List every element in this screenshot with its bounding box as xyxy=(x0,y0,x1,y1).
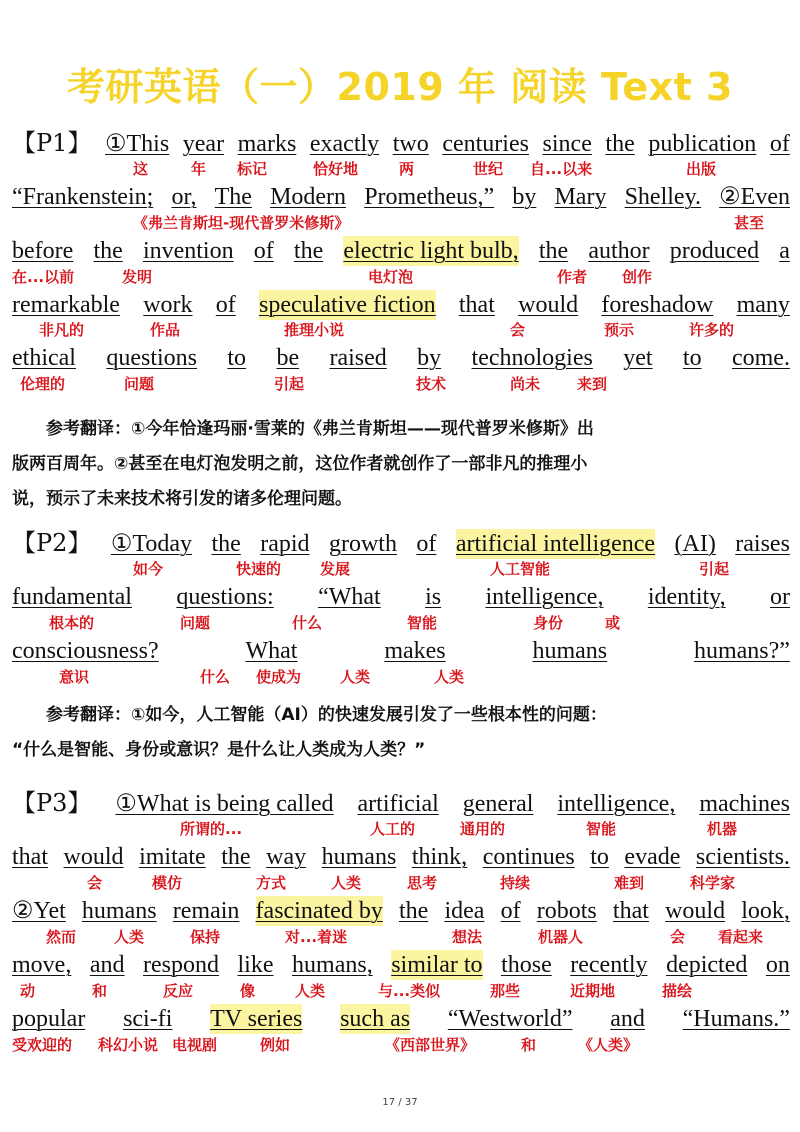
chinese-gloss: 想法 xyxy=(452,928,483,946)
chinese-gloss: 电灯泡 xyxy=(368,268,414,286)
paragraph-label: 【P3】 xyxy=(12,789,92,817)
translation-line: 版两百周年。②甚至在电灯泡发明之前，这位作者就创作了一部非凡的推理小 xyxy=(12,454,588,474)
chinese-gloss: 所谓的... xyxy=(180,820,243,838)
english-word: remarkable xyxy=(12,292,120,318)
english-word: imitate xyxy=(139,844,206,870)
chinese-gloss: 预示 xyxy=(604,321,635,339)
chinese-gloss: 问题 xyxy=(180,614,211,632)
chinese-gloss: 模仿 xyxy=(152,874,183,892)
english-word: of xyxy=(769,131,790,157)
page-title: 考研英语（一）2019 年 阅读 Text 3 xyxy=(67,65,733,109)
chinese-gloss: 机器人 xyxy=(538,928,584,946)
english-word: “What xyxy=(318,584,381,610)
chinese-gloss: 和 xyxy=(521,1036,537,1054)
english-word: humans?” xyxy=(693,638,790,664)
english-word: author xyxy=(588,238,650,264)
english-word: a xyxy=(779,238,790,264)
english-word: machines xyxy=(699,791,790,817)
english-line xyxy=(12,896,790,926)
english-word: of xyxy=(416,531,437,557)
english-line xyxy=(12,842,790,872)
english-word: “Humans.” xyxy=(682,1006,790,1032)
chinese-gloss: 根本的 xyxy=(49,614,95,632)
chinese-gloss: 机器 xyxy=(707,820,738,838)
chinese-gloss: 快速的 xyxy=(236,560,282,578)
chinese-gloss: 描绘 xyxy=(662,982,693,1000)
english-word: that xyxy=(12,844,48,870)
chinese-gloss: 动 xyxy=(20,982,36,1000)
chinese-gloss: 人类 xyxy=(434,668,465,686)
english-line xyxy=(12,343,790,373)
english-word: work xyxy=(143,292,193,318)
chinese-gloss: 尚未 xyxy=(510,375,541,393)
english-word: respond xyxy=(143,952,219,978)
english-word: those xyxy=(501,952,552,978)
english-word: the xyxy=(93,238,123,264)
chinese-gloss: 会 xyxy=(87,874,103,892)
chinese-gloss: 人工智能 xyxy=(490,560,551,578)
english-word: and xyxy=(89,952,125,978)
english-word: way xyxy=(266,844,307,870)
chinese-gloss: 创作 xyxy=(622,268,653,286)
english-line xyxy=(12,528,790,558)
english-word: like xyxy=(237,952,274,978)
gloss-line xyxy=(0,872,800,894)
english-word: (AI) xyxy=(674,531,716,557)
chinese-gloss: 《西部世界》 xyxy=(385,1036,476,1054)
english-line xyxy=(12,290,790,320)
english-word: robots xyxy=(536,898,597,924)
english-word: remain xyxy=(172,898,240,924)
english-word: of xyxy=(500,898,521,924)
english-word: scientists. xyxy=(695,844,790,870)
english-word: the xyxy=(211,531,241,557)
english-word: makes xyxy=(384,638,446,664)
chinese-gloss: 这 xyxy=(133,160,149,178)
chinese-gloss: 恰好地 xyxy=(313,160,359,178)
english-word: recently xyxy=(570,952,648,978)
gloss-line xyxy=(0,266,800,288)
chinese-gloss: 科幻小说 xyxy=(98,1036,159,1054)
english-word: technologies xyxy=(471,345,593,371)
english-word: growth xyxy=(328,531,397,557)
english-word: raises xyxy=(735,531,790,557)
paragraph-label: 【P1】 xyxy=(12,129,92,157)
english-word: by xyxy=(417,345,442,371)
english-word: two xyxy=(392,131,429,157)
english-word: the xyxy=(538,238,569,264)
chinese-gloss: 《人类》 xyxy=(578,1036,639,1054)
chinese-gloss: 通用的 xyxy=(460,820,506,838)
gloss-line xyxy=(0,980,800,1002)
english-line xyxy=(12,636,790,666)
chinese-gloss: 智能 xyxy=(407,614,438,632)
chinese-gloss: 人类 xyxy=(114,928,145,946)
gloss-line xyxy=(0,158,800,180)
reference-translation xyxy=(12,412,788,517)
translation-line: “什么是智能、身份或意识？是什么让人类成为人类？” xyxy=(12,740,426,760)
english-word: artificial intelligence xyxy=(455,531,656,557)
chinese-gloss: 持续 xyxy=(500,874,531,892)
english-word: idea xyxy=(444,898,485,924)
chinese-gloss: 智能 xyxy=(586,820,617,838)
gloss-line xyxy=(0,666,800,688)
english-word: centuries xyxy=(442,131,529,157)
chinese-gloss: 甚至 xyxy=(734,214,765,232)
english-word: humans xyxy=(321,844,397,870)
english-word: TV series xyxy=(210,1006,303,1032)
chinese-gloss: 身份 xyxy=(533,614,564,632)
english-word: speculative fiction xyxy=(259,292,436,318)
gloss-line xyxy=(0,1034,800,1056)
chinese-gloss: 近期地 xyxy=(570,982,616,1000)
chinese-gloss: 什么 xyxy=(200,668,231,686)
chinese-gloss: 发明 xyxy=(122,268,153,286)
chinese-gloss: 作品 xyxy=(150,321,181,339)
chinese-gloss: 对...着迷 xyxy=(285,928,348,946)
chinese-gloss: 非凡的 xyxy=(39,321,85,339)
english-word: or, xyxy=(171,184,197,210)
chinese-gloss: 电视剧 xyxy=(172,1036,218,1054)
chinese-gloss: 受欢迎的 xyxy=(12,1036,73,1054)
chinese-gloss: 反应 xyxy=(163,982,194,1000)
english-word: look, xyxy=(741,898,790,924)
chinese-gloss: 自...以来 xyxy=(530,160,593,178)
chinese-gloss: 作者 xyxy=(557,268,588,286)
english-line xyxy=(12,182,790,212)
english-word: think, xyxy=(411,844,468,870)
paragraph-label: 【P2】 xyxy=(12,529,92,557)
english-word: continues xyxy=(482,844,575,870)
chinese-gloss: 与...类似 xyxy=(378,982,441,1000)
reference-translation xyxy=(12,698,788,768)
chinese-gloss: 引起 xyxy=(274,375,305,393)
chinese-gloss: 科学家 xyxy=(690,874,736,892)
english-word: raised xyxy=(329,345,387,371)
translation-line: 说，预示了未来技术将引发的诸多伦理问题。 xyxy=(12,489,352,509)
english-word: that xyxy=(458,292,495,318)
english-word: humans xyxy=(532,638,608,664)
english-word: fundamental xyxy=(12,584,132,610)
english-word: evade xyxy=(624,844,681,870)
english-word: move, xyxy=(12,952,72,978)
chinese-gloss: 人类 xyxy=(331,874,362,892)
english-word: questions xyxy=(106,345,198,371)
chinese-gloss: 发展 xyxy=(320,560,351,578)
english-word: humans, xyxy=(292,952,373,978)
english-word: artificial xyxy=(357,791,439,817)
chinese-gloss: 两 xyxy=(399,160,415,178)
english-line xyxy=(12,236,790,266)
chinese-gloss: 或 xyxy=(605,614,621,632)
english-word: to xyxy=(227,345,247,371)
english-word: would xyxy=(518,292,579,318)
english-word: or xyxy=(770,584,790,610)
chinese-gloss: 《弗兰肯斯坦-现代普罗米修斯》 xyxy=(133,214,350,232)
chinese-gloss: 然而 xyxy=(46,928,77,946)
chinese-gloss: 看起来 xyxy=(718,928,764,946)
english-word: The xyxy=(214,184,252,210)
english-word: popular xyxy=(12,1006,86,1032)
english-word: questions: xyxy=(176,584,274,610)
english-word: humans xyxy=(81,898,157,924)
english-word: year xyxy=(182,131,225,157)
english-word: “Westworld” xyxy=(447,1006,573,1032)
chinese-gloss: 标记 xyxy=(237,160,268,178)
chinese-gloss: 年 xyxy=(191,160,207,178)
english-word: consciousness? xyxy=(12,638,159,664)
english-word: Mary xyxy=(554,184,607,210)
gloss-line xyxy=(0,818,800,840)
chinese-gloss: 使成为 xyxy=(256,668,302,686)
chinese-gloss: 会 xyxy=(670,928,686,946)
chinese-gloss: 出版 xyxy=(686,160,717,178)
english-word: yet xyxy=(623,345,653,371)
page-number: 17 / 37 xyxy=(382,1097,418,1108)
english-word: of xyxy=(215,292,236,318)
english-word: intelligence, xyxy=(485,584,604,610)
english-word: since xyxy=(542,131,592,157)
english-line xyxy=(12,788,790,818)
english-line xyxy=(12,128,790,158)
english-word: fascinated by xyxy=(255,898,383,924)
chinese-gloss: 和 xyxy=(92,982,108,1000)
english-word: would xyxy=(63,844,124,870)
english-word: ethical xyxy=(12,345,76,371)
english-word: is xyxy=(425,584,442,610)
english-word: ①Today xyxy=(110,531,193,557)
english-word: would xyxy=(665,898,726,924)
english-word: marks xyxy=(237,131,297,157)
english-word: ②Yet xyxy=(12,898,66,924)
chinese-gloss: 人工的 xyxy=(370,820,416,838)
english-line xyxy=(12,950,790,980)
english-word: intelligence, xyxy=(557,791,676,817)
english-word: exactly xyxy=(309,131,380,157)
chinese-gloss: 像 xyxy=(240,982,256,1000)
english-word: What xyxy=(245,638,298,664)
chinese-gloss: 人类 xyxy=(295,982,326,1000)
chinese-gloss: 方式 xyxy=(256,874,287,892)
english-word: ①This xyxy=(105,131,170,157)
english-word: Shelley. xyxy=(624,184,702,210)
english-word: the xyxy=(293,238,324,264)
chinese-gloss: 在...以前 xyxy=(12,268,75,286)
english-word: electric light bulb, xyxy=(343,238,519,264)
english-line xyxy=(12,1004,790,1034)
chinese-gloss: 世纪 xyxy=(473,160,504,178)
english-word: “Frankenstein; xyxy=(12,184,154,210)
chinese-gloss: 技术 xyxy=(416,375,447,393)
english-word: on xyxy=(765,952,790,978)
english-word: by xyxy=(512,184,537,210)
gloss-line xyxy=(0,319,800,341)
english-word: general xyxy=(462,791,534,817)
gloss-line xyxy=(0,373,800,395)
chinese-gloss: 来到 xyxy=(577,375,608,393)
english-word: depicted xyxy=(666,952,748,978)
english-word: ②Even xyxy=(719,184,790,210)
gloss-line xyxy=(0,212,800,234)
english-line xyxy=(12,582,790,612)
english-word: to xyxy=(590,844,609,870)
chinese-gloss: 引起 xyxy=(699,560,730,578)
english-word: come. xyxy=(731,345,790,371)
chinese-gloss: 什么 xyxy=(292,614,323,632)
english-word: produced xyxy=(669,238,760,264)
chinese-gloss: 许多的 xyxy=(689,321,735,339)
english-word: the xyxy=(605,131,635,157)
gloss-line xyxy=(0,558,800,580)
english-word: publication xyxy=(648,131,757,157)
chinese-gloss: 问题 xyxy=(124,375,155,393)
translation-line: 参考翻译：①如今，人工智能（AI）的快速发展引发了一些根本性的问题： xyxy=(46,705,607,725)
english-word: similar to xyxy=(391,952,483,978)
english-word: ①What is being called xyxy=(115,791,334,817)
chinese-gloss: 伦理的 xyxy=(20,375,66,393)
english-word: Prometheus,” xyxy=(364,184,495,210)
chinese-gloss: 意识 xyxy=(59,668,90,686)
english-word: the xyxy=(221,844,251,870)
chinese-gloss: 会 xyxy=(510,321,526,339)
english-word: rapid xyxy=(260,531,310,557)
chinese-gloss: 例如 xyxy=(260,1036,291,1054)
chinese-gloss: 如今 xyxy=(133,560,164,578)
english-word: of xyxy=(253,238,274,264)
translation-line: 参考翻译：①今年恰逢玛丽·雪莱的《弗兰肯斯坦——现代普罗米修斯》出 xyxy=(46,419,594,439)
chinese-gloss: 人类 xyxy=(340,668,371,686)
english-word: invention xyxy=(142,238,234,264)
english-word: to xyxy=(682,345,702,371)
english-word: be xyxy=(276,345,300,371)
english-word: before xyxy=(12,238,74,264)
chinese-gloss: 难到 xyxy=(614,874,645,892)
english-word: sci-fi xyxy=(123,1006,173,1032)
gloss-line xyxy=(0,612,800,634)
english-word: such as xyxy=(340,1006,411,1032)
english-word: foreshadow xyxy=(601,292,714,318)
english-word: identity, xyxy=(647,584,726,610)
chinese-gloss: 思考 xyxy=(407,874,438,892)
english-word: many xyxy=(736,292,790,318)
chinese-gloss: 那些 xyxy=(490,982,521,1000)
chinese-gloss: 保持 xyxy=(190,928,221,946)
chinese-gloss: 推理小说 xyxy=(284,321,345,339)
english-word: the xyxy=(398,898,429,924)
english-word: Modern xyxy=(270,184,347,210)
english-word: that xyxy=(612,898,649,924)
english-word: and xyxy=(610,1006,645,1032)
gloss-line xyxy=(0,926,800,948)
